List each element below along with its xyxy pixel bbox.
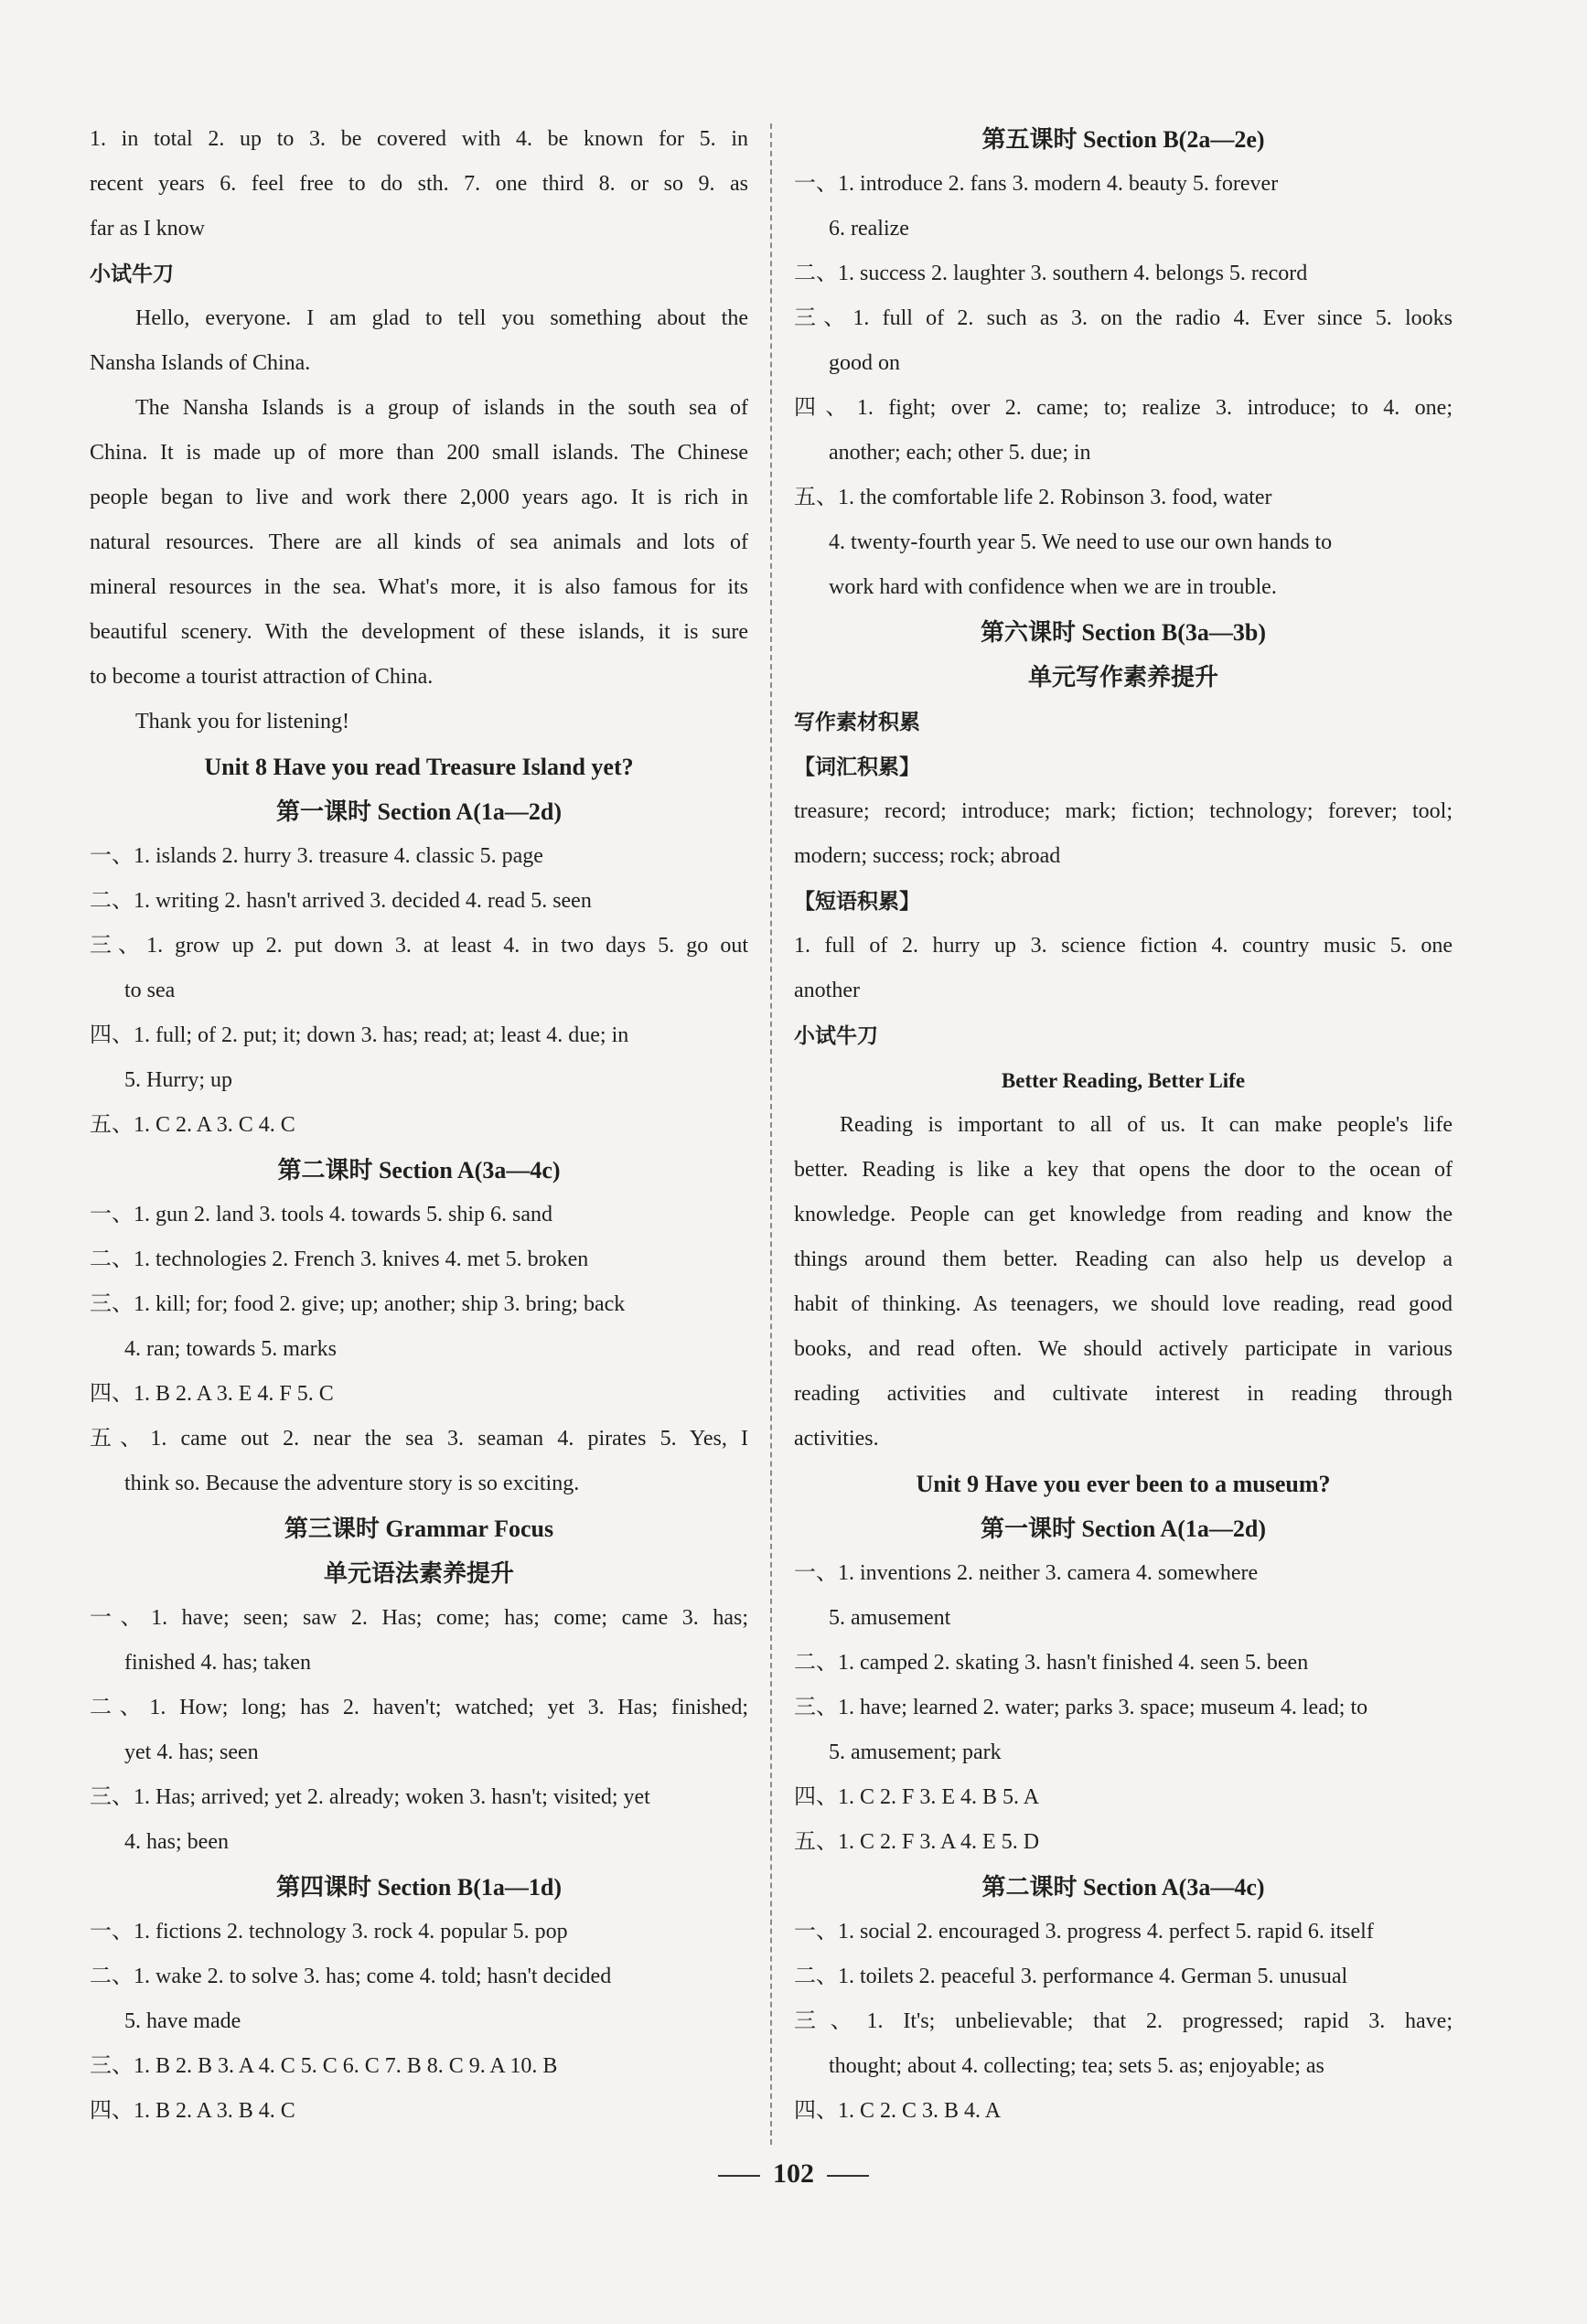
- right-text-line: 一、1. inventions 2. neither 3. camera 4. somewhere: [794, 1561, 1259, 1585]
- left-text-line: 二、1. technologies 2. French 3. knives 4. met 5. broken: [90, 1248, 589, 1271]
- left-text-line: recent years 6. feel free to do sth. 7. one third 8. or so 9. as: [90, 172, 748, 196]
- right-text-line: another: [794, 979, 860, 1002]
- footer-dash-right: [827, 2175, 869, 2177]
- left-text-line: 四、1. full; of 2. put; it; down 3. has; read; at; least 4. due; in: [90, 1023, 629, 1047]
- left-text-line: 4. has; been: [124, 1830, 229, 1854]
- right-text-line: thought; about 4. collecting; tea; sets 5. as; enjoyable; as: [829, 2054, 1324, 2078]
- left-text-line: mineral resources in the sea. What's more, it is also famous for its: [90, 575, 748, 599]
- left-text-line: 四、1. B 2. A 3. B 4. C: [90, 2099, 295, 2123]
- right-heading: 第二课时 Section A(3a—4c): [981, 1874, 1265, 1901]
- left-column: [90, 117, 748, 2134]
- left-text-line: 三、1. kill; for; food 2. give; up; another; ship 3. bring; back: [90, 1292, 626, 1316]
- column-divider: [770, 123, 772, 2145]
- right-text-line: 1. full of 2. hurry up 3. science fiction 4. country music 5. one: [794, 934, 1453, 958]
- right-heading: 第五课时 Section B(2a—2e): [981, 126, 1265, 153]
- right-text-line: 5. amusement: [829, 1606, 951, 1630]
- left-text-line: 三、1. grow up 2. put down 3. at least 4. in two days 5. go out: [90, 934, 748, 958]
- left-text-line: natural resources. There are all kinds of sea animals and lots of: [90, 530, 748, 554]
- left-text-line: 二、1. wake 2. to solve 3. has; come 4. told; hasn't decided: [90, 1965, 612, 1988]
- left-text-line: The Nansha Islands is a group of islands in the south sea of: [135, 396, 748, 420]
- right-text-line: 五、1. the comfortable life 2. Robinson 3. food, water: [794, 486, 1272, 509]
- left-text-line: 五、1. came out 2. near the sea 3. seaman 4. pirates 5. Yes, I: [90, 1427, 748, 1451]
- page-number: 102: [773, 2158, 814, 2189]
- right-text-line: another; each; other 5. due; in: [829, 441, 1091, 465]
- right-text-line: 一、1. introduce 2. fans 3. modern 4. beauty 5. forever: [794, 172, 1279, 196]
- page-footer: [0, 2156, 1587, 2192]
- left-text-line: 三、1. B 2. B 3. A 4. C 5. C 6. C 7. B 8. C 9. A 10. B: [90, 2054, 558, 2078]
- right-text-line: habit of thinking. As teenagers, we should love reading, read good: [794, 1292, 1453, 1316]
- right-text-line: books, and read often. We should actively participate in various: [794, 1337, 1453, 1361]
- right-subheading: 写作素材积累: [794, 711, 920, 734]
- right-heading: Better Reading, Better Life: [1001, 1069, 1246, 1092]
- right-text-line: knowledge. People can get knowledge from reading and know the: [794, 1203, 1453, 1226]
- left-text-line: Thank you for listening!: [135, 710, 349, 734]
- right-text-line: 三、1. full of 2. such as 3. on the radio 4. Ever since 5. looks: [794, 306, 1453, 330]
- left-heading: 第一课时 Section A(1a—2d): [275, 798, 562, 825]
- right-text-line: work hard with confidence when we are in trouble.: [829, 575, 1277, 599]
- right-text-line: 三、1. It's; unbelievable; that 2. progressed; rapid 3. have;: [794, 2009, 1453, 2033]
- right-text-line: activities.: [794, 1427, 879, 1451]
- right-text-line: 二、1. toilets 2. peaceful 3. performance 4. German 5. unusual: [794, 1965, 1348, 1988]
- left-text-line: 五、1. C 2. A 3. C 4. C: [90, 1113, 295, 1137]
- left-subheading: 小试牛刀: [90, 262, 174, 285]
- left-text-line: 一、1. have; seen; saw 2. Has; come; has; come; came 3. has;: [90, 1606, 748, 1630]
- left-heading: Unit 8 Have you read Treasure Island yet?: [204, 754, 634, 780]
- footer-dash-left: [718, 2175, 760, 2177]
- left-text-line: China. It is made up of more than 200 small islands. The Chinese: [90, 441, 748, 465]
- left-text-line: think so. Because the adventure story is so exciting.: [124, 1472, 580, 1495]
- right-text-line: Reading is important to all of us. It can make people's life: [840, 1113, 1453, 1137]
- left-heading: 第四课时 Section B(1a—1d): [275, 1874, 562, 1901]
- right-subheading: 【词汇积累】: [794, 755, 920, 778]
- left-text-line: yet 4. has; seen: [124, 1740, 259, 1764]
- right-text-line: 三、1. have; learned 2. water; parks 3. space; museum 4. lead; to: [794, 1696, 1368, 1719]
- right-text-line: 四、1. fight; over 2. came; to; realize 3. introduce; to 4. one;: [794, 396, 1453, 420]
- right-subheading: 小试牛刀: [794, 1024, 878, 1047]
- right-heading: 单元写作素养提升: [1027, 664, 1218, 691]
- right-text-line: good on: [829, 351, 900, 375]
- right-text-line: things around them better. Reading can also help us develop a: [794, 1248, 1453, 1271]
- left-text-line: 一、1. islands 2. hurry 3. treasure 4. classic 5. page: [90, 844, 543, 868]
- left-text-line: 5. have made: [124, 2009, 241, 2033]
- right-heading: 第一课时 Section A(1a—2d): [980, 1515, 1266, 1542]
- right-text-line: treasure; record; introduce; mark; fiction; technology; forever; tool;: [794, 799, 1453, 823]
- left-heading: 第三课时 Grammar Focus: [284, 1515, 554, 1542]
- right-column: [794, 117, 1453, 2134]
- left-text-line: Hello, everyone. I am glad to tell you something about the: [135, 306, 748, 330]
- left-text-line: 四、1. B 2. A 3. E 4. F 5. C: [90, 1382, 334, 1406]
- right-text-line: 5. amusement; park: [829, 1740, 1002, 1764]
- left-text-line: 一、1. fictions 2. technology 3. rock 4. popular 5. pop: [90, 1920, 568, 1944]
- right-text-line: modern; success; rock; abroad: [794, 844, 1061, 868]
- left-text-line: far as I know: [90, 217, 205, 241]
- left-text-line: 三、1. Has; arrived; yet 2. already; woken 3. hasn't; visited; yet: [90, 1785, 650, 1809]
- left-text-line: Nansha Islands of China.: [90, 351, 311, 375]
- right-heading: Unit 9 Have you ever been to a museum?: [916, 1471, 1331, 1497]
- right-text-line: 二、1. camped 2. skating 3. hasn't finished 4. seen 5. been: [794, 1651, 1309, 1675]
- right-heading: 第六课时 Section B(3a—3b): [980, 619, 1266, 646]
- left-text-line: 1. in total 2. up to 3. be covered with 4. be known for 5. in: [90, 127, 748, 151]
- left-heading: 单元语法素养提升: [323, 1560, 514, 1587]
- right-text-line: 四、1. C 2. F 3. E 4. B 5. A: [794, 1785, 1040, 1809]
- right-text-line: 四、1. C 2. C 3. B 4. A: [794, 2099, 1002, 2123]
- right-subheading: 【短语积累】: [794, 890, 920, 913]
- left-text-line: 二、1. How; long; has 2. haven't; watched; yet 3. Has; finished;: [90, 1696, 748, 1719]
- left-text-line: to sea: [124, 979, 176, 1002]
- left-text-line: 二、1. writing 2. hasn't arrived 3. decided 4. read 5. seen: [90, 889, 592, 913]
- left-text-line: 5. Hurry; up: [124, 1068, 232, 1092]
- right-text-line: 6. realize: [829, 217, 909, 241]
- right-text-line: 五、1. C 2. F 3. A 4. E 5. D: [794, 1830, 1040, 1854]
- right-text-line: better. Reading is like a key that opens the door to the ocean of: [794, 1158, 1453, 1182]
- left-text-line: beautiful scenery. With the development of these islands, it is sure: [90, 620, 748, 644]
- left-text-line: 4. ran; towards 5. marks: [124, 1337, 337, 1361]
- right-text-line: 4. twenty-fourth year 5. We need to use our own hands to: [829, 530, 1333, 554]
- left-text-line: finished 4. has; taken: [124, 1651, 311, 1675]
- left-text-line: 一、1. gun 2. land 3. tools 4. towards 5. ship 6. sand: [90, 1203, 552, 1226]
- left-text-line: to become a tourist attraction of China.: [90, 665, 434, 689]
- left-heading: 第二课时 Section A(3a—4c): [277, 1157, 561, 1183]
- left-text-line: people began to live and work there 2,000 years ago. It is rich in: [90, 486, 748, 509]
- right-text-line: 二、1. success 2. laughter 3. southern 4. belongs 5. record: [794, 262, 1308, 285]
- right-text-line: reading activities and cultivate interest in reading through: [794, 1382, 1453, 1406]
- right-text-line: 一、1. social 2. encouraged 3. progress 4. perfect 5. rapid 6. itself: [794, 1920, 1374, 1944]
